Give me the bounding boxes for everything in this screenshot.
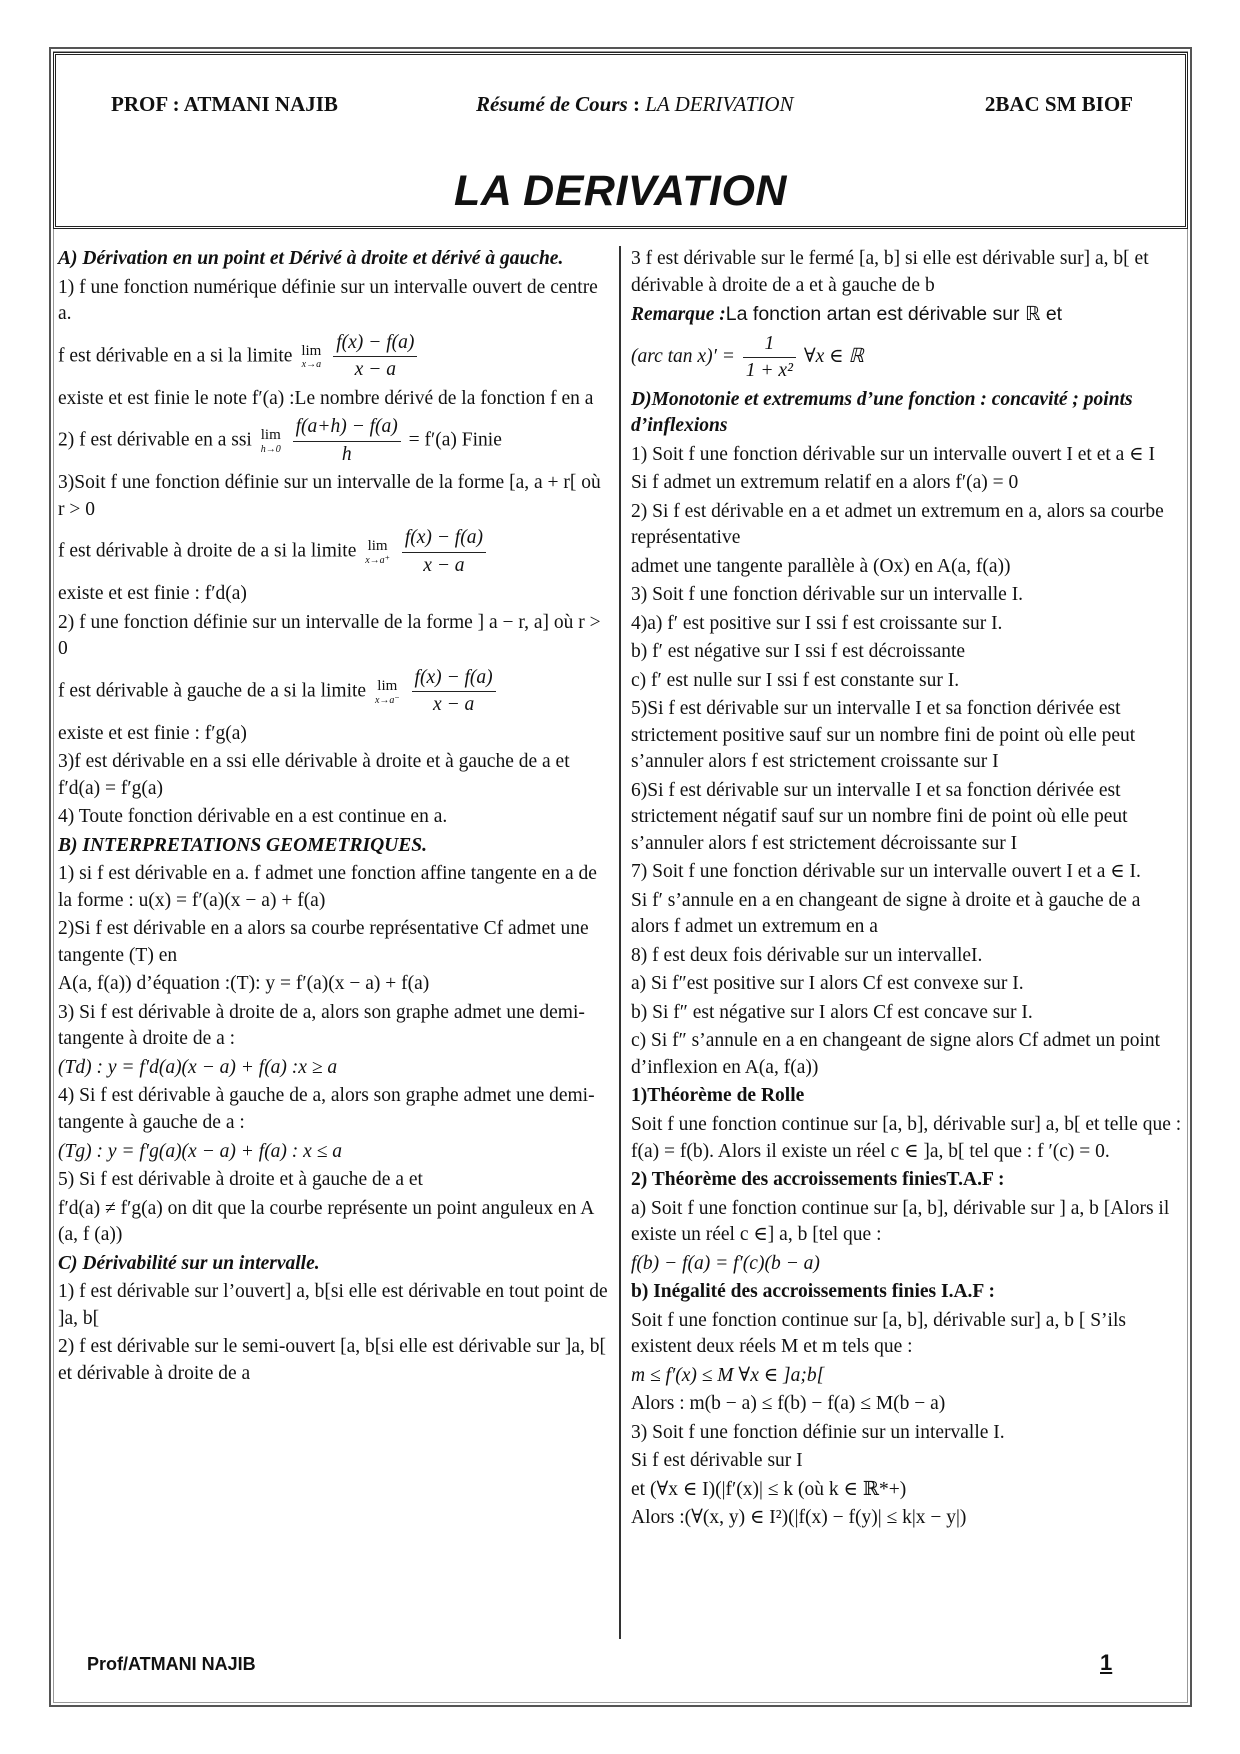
paragraph: 3)Soit f une fonction définie sur un intervalle de la forme [a, a + r[ où r > 0 — [58, 472, 601, 520]
paragraph: 6)Si f est dérivable sur un intervalle I et sa fonction dérivée est strictement négatif sauf sur un nombre fini de point où elle peut s’annuler alors f est strictement décroissante sur I — [631, 779, 1128, 854]
numerator: f(x) − f(a) — [412, 665, 496, 693]
paragraph: b) Si f″ est négative sur I alors Cf est concave sur I. — [631, 1001, 1033, 1023]
header-resume-label: Résumé de Cours — [476, 92, 628, 116]
section-c-title: C) Dérivabilité sur un intervalle. — [58, 1252, 320, 1274]
page-title: LA DERIVATION — [454, 167, 787, 215]
paragraph: b) f′ est négative sur I ssi f est décroissante — [631, 641, 966, 663]
text: ∀x ∈ ℝ — [803, 346, 864, 368]
paragraph: 2)Si f est dérivable en a alors sa courbe représentative Cf admet une tangente (T) en — [58, 918, 589, 966]
paragraph: 8) f est deux fois dérivable sur un intervalleI. — [631, 944, 983, 966]
paragraph: 4) Toute fonction dérivable en a est continue en a. — [58, 806, 448, 828]
paragraph: 3) Soit f une fonction dérivable sur un intervalle I. — [631, 584, 1024, 606]
paragraph: 5) Si f est dérivable à droite et à gauche de a et — [58, 1169, 423, 1191]
header-resume — [476, 92, 794, 117]
left-column — [58, 246, 610, 1389]
paragraph: Alors :(∀(x, y) ∈ I²)(|f(x) − f(y)| ≤ k|x − y|) — [631, 1507, 967, 1529]
paragraph: 1) Soit f une fonction dérivable sur un intervalle ouvert I et et a ∈ I — [631, 443, 1155, 465]
limit-symbol — [261, 427, 281, 455]
iaf-title: b) Inégalité des accroissements finies I.A.F : — [631, 1281, 995, 1303]
lim-label: lim — [301, 342, 322, 359]
paragraph: existe et est finie le note f′(a) :Le nombre dérivé de la fonction f en a — [58, 387, 594, 409]
rolle-title: 1)Théorème de Rolle — [631, 1085, 805, 1107]
header-box — [53, 52, 1188, 229]
lim-sub: h→0 — [260, 443, 281, 455]
text: f est dérivable à droite de a si la limite — [58, 540, 357, 562]
paragraph: 3 f est dérivable sur le fermé [a, b] si elle est dérivable sur] a, b[ et dérivable à droite de a et à gauche de b — [631, 248, 1149, 296]
paragraph: Alors : m(b − a) ≤ f(b) − f(a) ≤ M(b − a) — [631, 1393, 946, 1415]
paragraph: Soit f une fonction continue sur [a, b], dérivable sur] a, b[ et telle que : f(a) = f(b). Alors il existe un réel c ∈ ]a, b[ tel que : f ′(c) = 0. — [631, 1113, 1182, 1162]
page-number: 1 — [1100, 1650, 1113, 1675]
fraction — [293, 414, 401, 468]
paragraph: Si f admet un extremum relatif en a alors f′(a) = 0 — [631, 472, 1019, 494]
denominator: h — [341, 443, 352, 465]
formula: (Tg) : y = f′g(a)(x − a) + f(a) : x ≤ a — [58, 1140, 343, 1162]
text: = f′(a) Finie — [408, 429, 502, 451]
paragraph: 7) Soit f une fonction dérivable sur un intervalle ouvert I et a ∈ I. — [631, 861, 1141, 883]
paragraph: 5)Si f est dérivable sur un intervalle I et sa fonction dérivée est strictement positive sauf sur un nombre fini de point où elle peut s’annuler alors f est strictement croissante sur I — [631, 698, 1136, 773]
paragraph: Si f est dérivable sur I — [631, 1450, 803, 1472]
paragraph: existe et est finie : f′d(a) — [58, 583, 247, 605]
limit-line — [58, 525, 610, 579]
denominator: 1 + x² — [745, 360, 793, 382]
lim-sub: x→a — [301, 359, 322, 371]
paragraph: c) f′ est nulle sur I ssi f est constante sur I. — [631, 669, 960, 691]
paragraph: 2) f une fonction définie sur un intervalle de la forme ] a − r, a] où r > 0 — [58, 611, 601, 660]
section-d-title: D)Monotonie et extremums d’une fonction : concavité ; points d’inflexions — [631, 388, 1133, 437]
footer-author: Prof/ATMANI NAJIB — [87, 1654, 256, 1674]
denominator: x − a — [432, 694, 475, 716]
paragraph: Si f′ s’annule en a en changeant de signe à droite et à gauche de a alors f admet un extremum en a — [631, 889, 1141, 938]
paragraph: 2) f est dérivable sur le semi-ouvert [a, b[si elle est dérivable sur ]a, b[ et dérivable à droite de a — [58, 1336, 606, 1384]
text: f est dérivable en a si la limite — [58, 345, 293, 367]
paragraph: Soit f une fonction continue sur [a, b], dérivable sur] a, b [ S’ils existent deux réels M et m tels que : — [631, 1309, 1126, 1358]
paragraph: 1) si f est dérivable en a. f admet une fonction affine tangente en a de la forme : u(x) = f′(a)(x − a) + f(a) — [58, 863, 597, 911]
lim-label: lim — [260, 427, 281, 444]
formula: f(b) − f(a) = f′(c)(b − a) — [631, 1252, 820, 1274]
paragraph: a) Soit f une fonction continue sur [a, b], dérivable sur ] a, b [Alors il existe un réel c ∈] a, b [tel que : — [631, 1197, 1170, 1246]
numerator: f(x) − f(a) — [402, 525, 486, 553]
header-level: 2BAC SM BIOF — [984, 92, 1133, 116]
numerator: f(a+h) − f(a) — [293, 414, 401, 442]
taf-title: 2) Théorème des accroissements finiesT.A.F : — [631, 1169, 1005, 1191]
paragraph: et (∀x ∈ I)(|f′(x)| ≤ k (où k ∈ ℝ*+) — [631, 1478, 907, 1500]
arctan-formula — [631, 331, 1183, 385]
text: (arc tan x)′ = — [631, 346, 735, 368]
paragraph: admet une tangente parallèle à (Ox) en A(a, f(a)) — [631, 555, 1011, 577]
numerator: 1 — [743, 331, 796, 359]
text: 2) f est dérivable en a ssi — [58, 429, 252, 451]
column-divider — [619, 246, 621, 1639]
fraction — [412, 665, 496, 719]
lim-sub: x→a⁻ — [374, 694, 400, 706]
paragraph: A(a, f(a)) d’équation :(T): y = f′(a)(x − a) + f(a) — [58, 973, 430, 995]
paragraph: 1) f est dérivable sur l’ouvert] a, b[si elle est dérivable en tout point de ]a, b[ — [58, 1281, 608, 1329]
section-a-title: A) Dérivation en un point et Dérivé à droite et dérivé à gauche. — [58, 248, 564, 269]
paragraph: 4)a) f′ est positive sur I ssi f est croissante sur I. — [631, 612, 1003, 634]
paragraph: 1) f une fonction numérique définie sur un intervalle ouvert de centre a. — [58, 276, 598, 325]
paragraph: a) Si f″est positive sur I alors Cf est convexe sur I. — [631, 973, 1024, 995]
denominator: x − a — [423, 554, 465, 576]
paragraph: 3) Soit f une fonction définie sur un intervalle I. — [631, 1421, 1005, 1443]
text: f est dérivable à gauche de a si la limite — [58, 680, 367, 702]
paragraph: existe et est finie : f′g(a) — [58, 722, 247, 744]
header-prof: PROF : ATMANI NAJIB — [111, 92, 338, 116]
fraction — [743, 331, 796, 385]
remark-label: Remarque : — [631, 304, 726, 326]
denominator: x − a — [354, 359, 396, 381]
paragraph: 4) Si f est dérivable à gauche de a, alors son graphe admet une demi-tangente à gauche de a : — [58, 1085, 595, 1133]
right-column — [631, 246, 1183, 1534]
limit-line — [58, 665, 610, 719]
limit-symbol — [365, 538, 390, 566]
limit-line — [58, 414, 610, 468]
remark-line — [631, 301, 1183, 329]
paragraph: 2) Si f est dérivable en a et admet un extremum en a, alors sa courbe représentative — [631, 500, 1164, 549]
numerator: f(x) − f(a) — [333, 330, 417, 358]
paragraph: 3)f est dérivable en a ssi elle dérivable à droite et à gauche de a et f′d(a) = f′g(a) — [58, 751, 570, 799]
lim-label: lim — [377, 678, 398, 694]
paragraph: f′d(a) ≠ f′g(a) on dit que la courbe représente un point anguleux en A (a, f (a)) — [58, 1197, 594, 1246]
text: La fonction artan est dérivable sur ℝ et — [725, 303, 1063, 326]
paragraph: c) Si f″ s’annule en a en changeant de signe alors Cf admet un point d’inflexion en A(a, f(a)) — [631, 1030, 1161, 1078]
lim-sub: x→a⁺ — [365, 554, 390, 566]
header-resume-sep: : — [627, 92, 646, 116]
lim-label: lim — [367, 538, 388, 555]
header-resume-title: LA DERIVATION — [645, 92, 794, 116]
section-b-title: B) INTERPRETATIONS GEOMETRIQUES. — [58, 834, 427, 856]
fraction — [402, 525, 486, 579]
paragraph: 3) Si f est dérivable à droite de a, alors son graphe admet une demi-tangente à droite de a : — [58, 1001, 585, 1050]
fraction — [333, 330, 417, 384]
formula: (Td) : y = f′d(a)(x − a) + f(a) :x ≥ a — [58, 1056, 338, 1078]
limit-symbol — [375, 678, 400, 706]
limit-symbol — [301, 343, 321, 371]
limit-line — [58, 330, 610, 384]
formula: m ≤ f′(x) ≤ M ∀x ∈ ]a;b[ — [631, 1364, 825, 1386]
